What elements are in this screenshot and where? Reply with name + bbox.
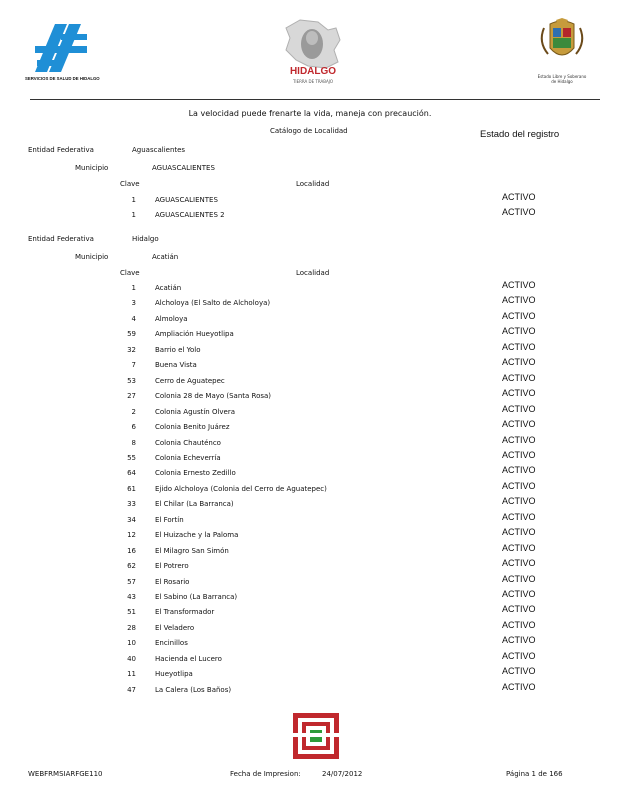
clave-cell: 12 xyxy=(127,531,136,540)
clave-cell: 8 xyxy=(131,438,136,447)
slogan: La velocidad puede frenarte la vida, maneja con precaución. xyxy=(188,109,432,118)
municipio-label: Municipio xyxy=(75,253,109,261)
localidad-cell: El Chilar (La Barranca) xyxy=(155,500,234,509)
estado-cell: ACTIVO xyxy=(502,280,536,290)
hidalgo-logo-subtext: TIERRA DE TRABAJO xyxy=(292,79,334,84)
table-row xyxy=(0,450,620,465)
localidad-cell: AGUASCALIENTES xyxy=(155,196,218,204)
localidad-cell: El Huizache y la Paloma xyxy=(155,531,239,540)
clave-header: Clave xyxy=(120,180,140,188)
entidad-value: Hidalgo xyxy=(132,235,159,243)
estado-cell: ACTIVO xyxy=(502,403,536,414)
estado-cell: ACTIVO xyxy=(502,465,536,476)
coat-of-arms-icon xyxy=(532,18,592,66)
footer-emblem-icon xyxy=(293,713,339,759)
clave-cell: 10 xyxy=(127,639,136,648)
table-row xyxy=(0,295,620,310)
estado-cell: ACTIVO xyxy=(502,207,536,217)
clave-cell: 40 xyxy=(127,654,136,663)
localidad-cell: El Sabino (La Barranca) xyxy=(155,593,238,601)
table-row xyxy=(0,589,620,604)
estado-cell: ACTIVO xyxy=(502,573,536,584)
table-row xyxy=(0,635,620,650)
table-row xyxy=(0,558,620,573)
localidad-cell: Hueyotlipa xyxy=(155,670,193,679)
table-row xyxy=(0,651,620,666)
municipio-value: Acatián xyxy=(152,253,179,261)
state-seal xyxy=(532,18,592,92)
estado-cell: ACTIVO xyxy=(502,681,536,692)
table-row xyxy=(0,435,620,450)
table-row xyxy=(0,192,620,207)
table-row xyxy=(0,496,620,511)
table-row xyxy=(0,543,620,558)
ssh-logo xyxy=(25,20,100,92)
localidad-cell: El Veladero xyxy=(155,623,195,632)
estado-cell: ACTIVO xyxy=(502,192,536,202)
clave-cell: 4 xyxy=(131,314,136,323)
localidad-cell: Colonia Chauténco xyxy=(155,438,221,447)
estado-cell: ACTIVO xyxy=(502,434,536,445)
localidad-cell: Colonia Echeverría xyxy=(155,453,221,462)
clave-cell: 2 xyxy=(131,407,136,416)
table-row xyxy=(0,326,620,341)
report-title: Catálogo de Localidad xyxy=(270,127,348,135)
table-row xyxy=(0,512,620,527)
clave-cell: 43 xyxy=(127,593,136,601)
municipio-label: Municipio xyxy=(75,164,109,172)
ssh-logo-text: SERVICIOS DE SALUD DE HIDALGO xyxy=(25,76,100,81)
table-row xyxy=(0,419,620,434)
clave-cell: 55 xyxy=(127,453,136,462)
estado-cell: ACTIVO xyxy=(502,310,536,321)
entidad-value: Aguascalientes xyxy=(132,146,186,154)
table-row xyxy=(0,481,620,496)
clave-cell: 1 xyxy=(131,211,136,219)
localidad-cell: La Calera (Los Baños) xyxy=(155,685,232,694)
table-row xyxy=(0,574,620,589)
estado-cell: ACTIVO xyxy=(502,635,536,646)
estado-cell: ACTIVO xyxy=(502,527,536,538)
municipio-value: AGUASCALIENTES xyxy=(152,164,215,172)
table-row xyxy=(0,388,620,403)
clave-header: Clave xyxy=(120,269,140,277)
table-row xyxy=(0,527,620,542)
ssh-logo-icon xyxy=(25,20,97,78)
clave-cell: 1 xyxy=(131,284,136,292)
estado-cell: ACTIVO xyxy=(502,449,536,460)
estado-column-header: Estado del registro xyxy=(480,129,560,140)
localidad-cell: El Transformador xyxy=(155,608,215,617)
estado-cell: ACTIVO xyxy=(502,388,536,399)
entidad-label: Entidad Federativa xyxy=(28,235,94,243)
hidalgo-map-icon xyxy=(278,18,348,70)
clave-cell: 11 xyxy=(127,670,136,679)
estado-cell: ACTIVO xyxy=(502,341,536,352)
localidad-header: Localidad xyxy=(296,269,330,277)
localidad-cell: Ampliación Hueyotlipa xyxy=(155,330,234,339)
seal-caption: Estado Libre y Soberano de Hidalgo xyxy=(537,74,587,84)
estado-cell: ACTIVO xyxy=(502,480,536,491)
estado-cell: ACTIVO xyxy=(502,357,536,368)
clave-cell: 61 xyxy=(127,484,136,493)
estado-cell: ACTIVO xyxy=(502,542,536,553)
localidad-cell: Barrio el Yolo xyxy=(155,345,201,354)
table-row xyxy=(0,604,620,619)
clave-cell: 51 xyxy=(127,608,136,617)
localidad-cell: Encinillos xyxy=(155,639,188,648)
localidad-cell: Almoloya xyxy=(155,314,188,323)
clave-cell: 57 xyxy=(127,577,136,586)
clave-cell: 28 xyxy=(127,623,136,632)
localidad-cell: El Fortín xyxy=(155,515,184,524)
clave-cell: 1 xyxy=(131,196,136,204)
table-row xyxy=(0,666,620,681)
table-row xyxy=(0,342,620,357)
estado-cell: ACTIVO xyxy=(502,372,536,383)
localidad-cell: Colonia Ernesto Zedillo xyxy=(155,469,236,478)
clave-cell: 3 xyxy=(131,299,136,308)
clave-cell: 7 xyxy=(131,361,136,370)
localidad-cell: Colonia Benito Juárez xyxy=(155,423,230,432)
clave-cell: 27 xyxy=(127,392,136,401)
table-row xyxy=(0,404,620,419)
table-row xyxy=(0,682,620,697)
localidad-cell: Acatián xyxy=(155,284,182,292)
localidad-cell: Colonia 28 de Mayo (Santa Rosa) xyxy=(155,392,272,401)
hidalgo-logo xyxy=(278,18,348,90)
estado-cell: ACTIVO xyxy=(502,295,536,306)
clave-cell: 47 xyxy=(127,685,136,694)
estado-cell: ACTIVO xyxy=(502,604,536,615)
hidalgo-logo-text: HIDALGO xyxy=(289,66,337,77)
estado-cell: ACTIVO xyxy=(502,666,536,677)
estado-cell: ACTIVO xyxy=(502,326,536,337)
clave-cell: 32 xyxy=(127,345,136,354)
page-number: Página 1 de 166 xyxy=(506,770,563,778)
report-id: WEBFRMSIARFGE110 xyxy=(28,770,103,778)
clave-cell: 59 xyxy=(127,330,136,339)
clave-cell: 53 xyxy=(127,376,136,385)
clave-cell: 6 xyxy=(131,423,136,432)
entidad-label: Entidad Federativa xyxy=(28,146,94,154)
clave-cell: 33 xyxy=(127,500,136,509)
localidad-cell: Cerro de Aguatepec xyxy=(155,376,225,385)
clave-cell: 64 xyxy=(127,469,136,478)
estado-cell: ACTIVO xyxy=(502,511,536,522)
table-row xyxy=(0,373,620,388)
estado-cell: ACTIVO xyxy=(502,589,536,599)
localidad-cell: Hacienda el Lucero xyxy=(155,654,222,663)
fecha-label: Fecha de Impresion: xyxy=(230,770,301,778)
table-row xyxy=(0,357,620,372)
estado-cell: ACTIVO xyxy=(502,650,536,661)
clave-cell: 62 xyxy=(127,562,136,571)
localidad-cell: AGUASCALIENTES 2 xyxy=(155,211,225,219)
table-row xyxy=(0,311,620,326)
estado-cell: ACTIVO xyxy=(502,619,536,630)
clave-cell: 34 xyxy=(127,515,136,524)
localidad-cell: Buena Vista xyxy=(155,361,197,370)
fecha-value: 24/07/2012 xyxy=(322,770,363,778)
clave-cell: 16 xyxy=(127,546,136,555)
estado-cell: ACTIVO xyxy=(502,558,536,569)
localidad-cell: El Potrero xyxy=(155,562,189,571)
estado-cell: ACTIVO xyxy=(502,419,536,430)
table-row xyxy=(0,620,620,635)
localidad-header: Localidad xyxy=(296,180,330,188)
table-row xyxy=(0,207,620,222)
table-row xyxy=(0,280,620,295)
localidad-cell: Alcholoya (El Salto de Alcholoya) xyxy=(155,299,271,308)
localidad-cell: El Rosario xyxy=(155,577,190,586)
localidad-cell: El Milagro San Simón xyxy=(155,546,229,555)
estado-cell: ACTIVO xyxy=(502,496,536,507)
localidad-cell: Ejido Alcholoya (Colonia del Cerro de Aguatepec) xyxy=(155,484,327,493)
localidad-cell: Colonia Agustín Olvera xyxy=(155,407,236,416)
header-divider xyxy=(30,99,600,100)
table-row xyxy=(0,465,620,480)
